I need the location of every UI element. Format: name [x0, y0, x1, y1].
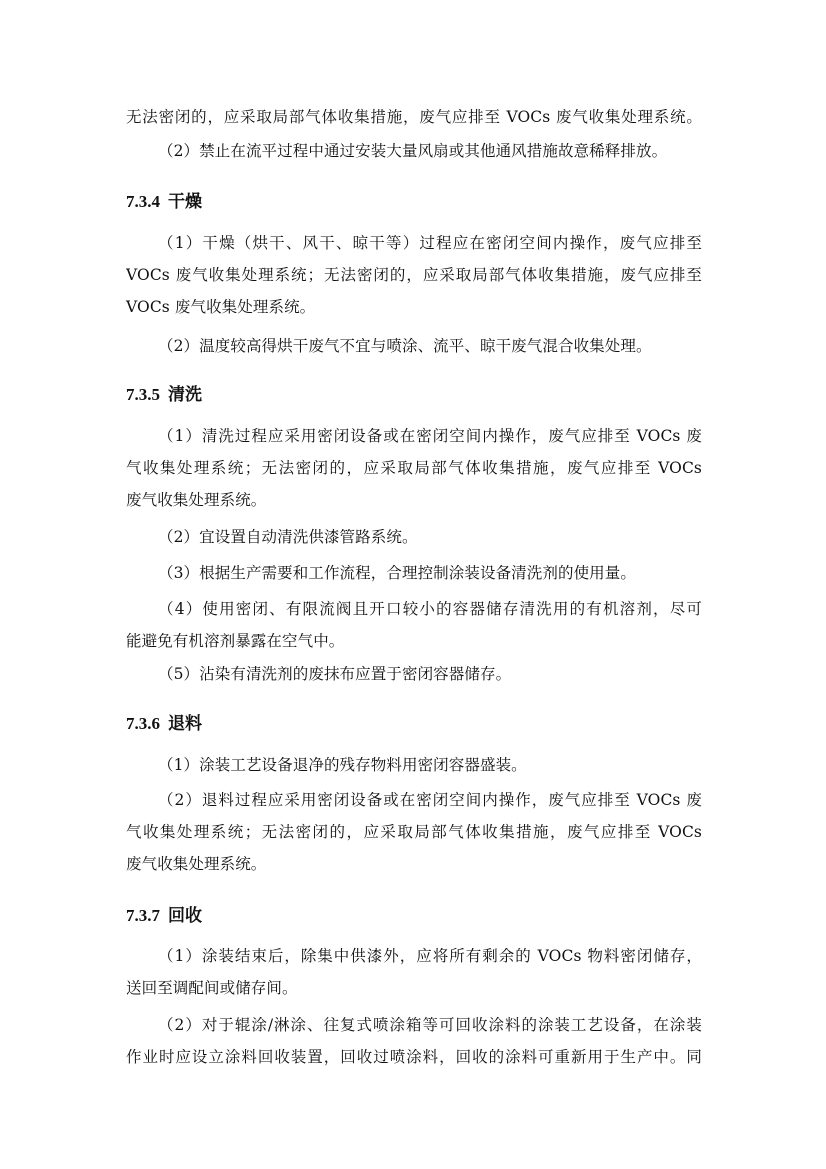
section-title: 回收	[168, 906, 202, 926]
section-number: 7.3.4	[126, 192, 160, 211]
paragraph-line: VOCs 废气收集处理系统。	[126, 298, 316, 316]
section-title: 清洗	[168, 385, 202, 405]
paragraph-line: 送回至调配间或储存间。	[126, 979, 298, 997]
paragraph-line: （2）禁止在流平过程中通过安装大量风扇或其他通风措施故意稀释排放。	[158, 142, 668, 160]
section-heading-7-3-5	[126, 384, 202, 406]
paragraph-line: 气收集处理系统；无法密闭的，应采取局部气体收集措施，废气应排至 VOCs	[126, 823, 702, 841]
section-title: 退料	[168, 714, 202, 734]
paragraph-line: （2）对于辊涂/淋涂、往复式喷涂箱等可回收涂料的涂装工艺设备，在涂装	[158, 1016, 702, 1034]
paragraph-line: （4）使用密闭、有限流阀且开口较小的容器储存清洗用的有机溶剂，尽可	[158, 600, 702, 618]
paragraph-line: （3）根据生产需要和工作流程，合理控制涂装设备清洗剂的使用量。	[158, 564, 636, 582]
paragraph-line: （1）涂装工艺设备退净的残存物料用密闭容器盛装。	[158, 756, 527, 774]
section-title: 干燥	[168, 192, 202, 212]
paragraph-line: 能避免有机溶剂暴露在空气中。	[126, 632, 345, 650]
section-heading-7-3-4	[126, 191, 202, 213]
paragraph-line: VOCs 废气收集处理系统；无法密闭的，应采取局部气体收集措施，废气应排至	[126, 266, 702, 284]
paragraph-line: （5）沾染有清洗剂的废抹布应置于密闭容器储存。	[158, 665, 512, 683]
paragraph-line: （2）退料过程应采用密闭设备或在密闭空间内操作，废气应排至 VOCs 废	[158, 791, 702, 809]
section-heading-7-3-7	[126, 905, 202, 927]
section-heading-7-3-6	[126, 713, 202, 735]
paragraph-line: 废气收集处理系统。	[126, 855, 267, 873]
paragraph-line: 作业时应设立涂料回收装置，回收过喷涂料，回收的涂料可重新用于生产中。同	[126, 1048, 702, 1066]
paragraph-line: （1）干燥（烘干、风干、晾干等）过程应在密闭空间内操作，废气应排至	[158, 234, 702, 252]
paragraph-line: 无法密闭的，应采取局部气体收集措施，废气应排至 VOCs 废气收集处理系统。	[126, 108, 702, 126]
paragraph-line: 气收集处理系统；无法密闭的，应采取局部气体收集措施，废气应排至 VOCs	[126, 459, 702, 477]
paragraph-line: （1）涂装结束后，除集中供漆外，应将所有剩余的 VOCs 物料密闭储存，	[158, 947, 702, 965]
paragraph-line: （2）温度较高得烘干废气不宜与喷涂、流平、晾干废气混合收集处理。	[158, 337, 652, 355]
section-number: 7.3.5	[126, 385, 160, 404]
paragraph-line: （2）宜设置自动清洗供漆管路系统。	[158, 528, 418, 546]
paragraph-line: （1）清洗过程应采用密闭设备或在密闭空间内操作，废气应排至 VOCs 废	[158, 427, 702, 445]
section-number: 7.3.6	[126, 714, 160, 733]
paragraph-line: 废气收集处理系统。	[126, 491, 267, 509]
section-number: 7.3.7	[126, 906, 160, 925]
